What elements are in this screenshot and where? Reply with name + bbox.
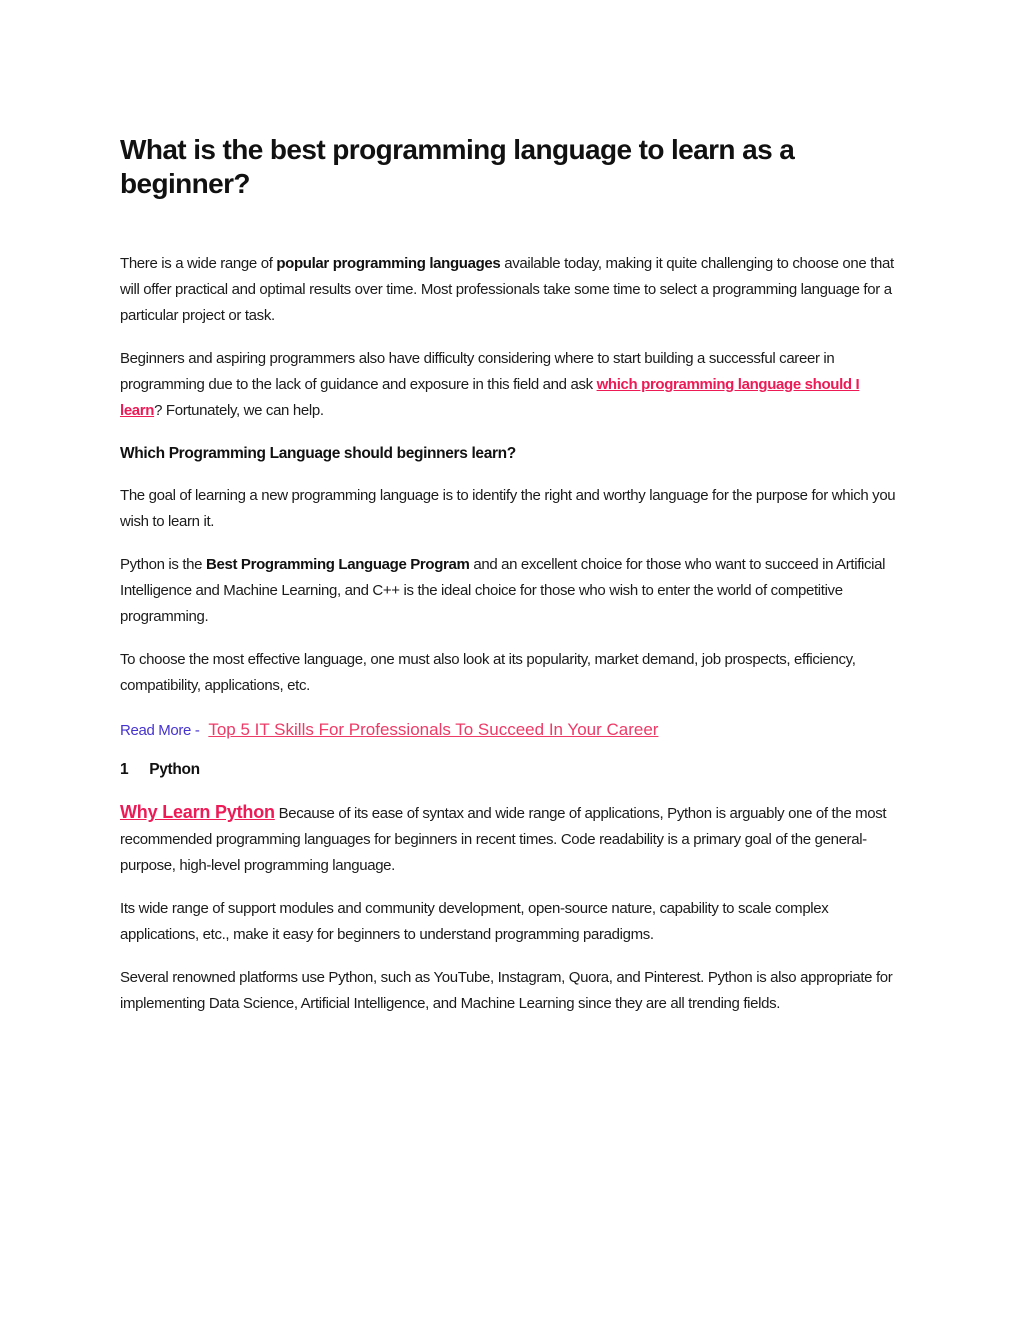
- text-run: Beginners and aspiring programmers also have difficulty considering where to start building a successful career in programming due to the lack of guidance and exposure in this field and ask: [120, 350, 835, 393]
- bold-text-run: popular programming languages: [276, 255, 501, 272]
- heading-label: Python: [149, 761, 200, 778]
- read-more-label: Read More: [120, 722, 192, 739]
- read-more-line: [120, 716, 900, 745]
- bold-text-run: Best Programming Language Program: [206, 556, 470, 573]
- text-run: and an excellent choice for those who want to succeed in Artificial Intelligence and Machine Learning, and C++ is the ideal choice for those who wish to enter the world of competitive programming.: [120, 556, 886, 625]
- read-more-separator: -: [191, 722, 204, 739]
- text-run: Because of its ease of syntax and wide range of applications, Python is arguably one of the most recommended programming languages for beginners in recent times. Code readability is a primary goal of the general-purpose, high-level programming language.: [120, 805, 887, 874]
- intro-paragraph-1: [120, 251, 900, 329]
- paragraph-renowned-platforms: Several renowned platforms use Python, such as YouTube, Instagram, Quora, and Pinterest. Python is also appropriate for implementing Data Science, Artificial Intelligence, and Machine Learning since they are all trending fields.: [120, 969, 893, 1012]
- text-run: available today, making it quite challenging to choose one that will offer practical and optimal results over time. Most professionals take some time to select a programming language for a particular project or task.: [120, 255, 894, 324]
- heading-number: 1: [120, 761, 129, 778]
- text-run: ? Fortunately, we can help.: [154, 402, 324, 419]
- which-language-link[interactable]: which programming language should I learn: [120, 376, 860, 419]
- page-title: What is the best programming language to learn as a beginner?: [120, 134, 795, 199]
- paragraph-support-modules: Its wide range of support modules and community development, open-source nature, capability to scale complex applications, etc., make it easy for beginners to understand programming paradigms.: [120, 900, 829, 943]
- text-run: There is a wide range of: [120, 255, 277, 272]
- document-body: [120, 133, 900, 1017]
- paragraph-why-learn-python: [120, 799, 900, 879]
- paragraph-choose-language: To choose the most effective language, one must also look at its popularity, market demand, job prospects, efficiency, compatibility, applications, etc.: [120, 651, 856, 694]
- text-run: Python is the: [120, 556, 206, 573]
- paragraph-goal: The goal of learning a new programming language is to identify the right and worthy language for the purpose for which you wish to learn it.: [120, 487, 896, 530]
- intro-paragraph-2: [120, 346, 900, 424]
- paragraph-python-best: [120, 552, 900, 630]
- section-heading-python: [120, 757, 900, 783]
- why-learn-python-link[interactable]: Why Learn Python: [120, 802, 275, 822]
- top-5-it-skills-link[interactable]: Top 5 IT Skills For Professionals To Succeed In Your Career: [208, 720, 659, 739]
- section-heading-which-language: Which Programming Language should beginners learn?: [120, 445, 516, 462]
